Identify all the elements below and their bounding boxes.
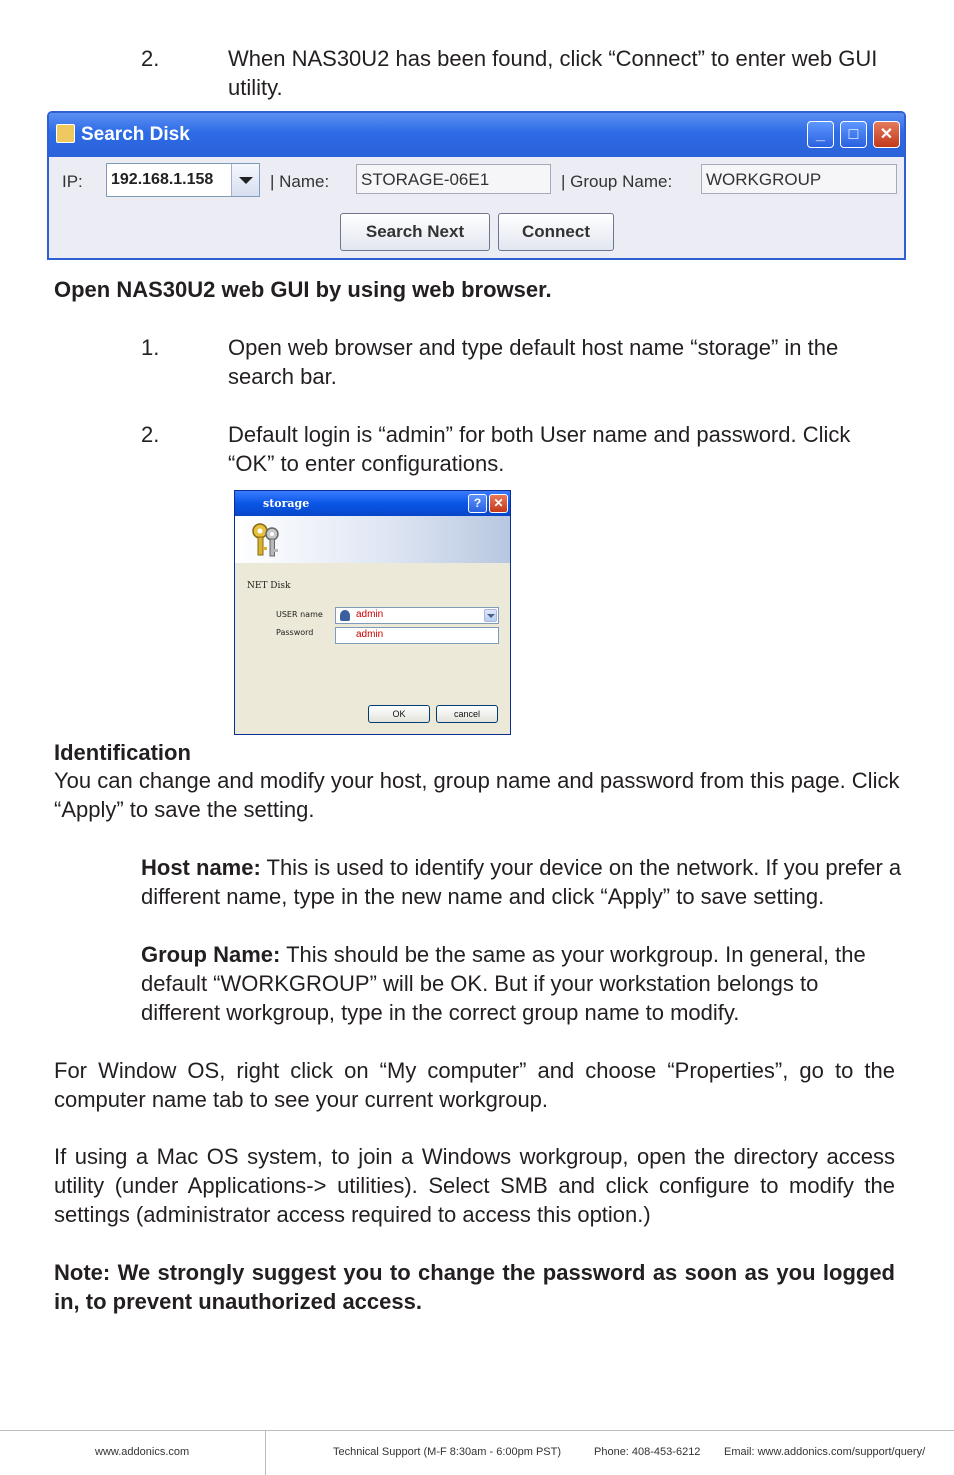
login-title: storage bbox=[263, 497, 310, 510]
name-label: | Name: bbox=[270, 172, 330, 191]
search-disk-titlebar bbox=[49, 113, 904, 157]
step-text: Default login is “admin” for both User name and password. Click “OK” to enter configurations. bbox=[228, 422, 851, 476]
help-button[interactable]: ? bbox=[468, 494, 487, 513]
minimize-button[interactable]: _ bbox=[807, 121, 834, 148]
close-button[interactable]: ✕ bbox=[489, 494, 508, 513]
maximize-button[interactable]: □ bbox=[840, 121, 867, 148]
footer-divider bbox=[0, 1430, 954, 1431]
app-icon bbox=[56, 124, 75, 143]
host-name-paragraph bbox=[141, 853, 916, 911]
group-name-paragraph bbox=[141, 940, 901, 1027]
user-name-value: admin bbox=[356, 609, 384, 620]
connect-button[interactable]: Connect bbox=[498, 213, 614, 251]
group-name-label: Group Name: bbox=[141, 942, 281, 967]
search-next-button[interactable]: Search Next bbox=[340, 213, 490, 251]
name-field: STORAGE-06E1 bbox=[356, 164, 551, 194]
password-value: admin bbox=[356, 629, 384, 640]
section-heading: Open NAS30U2 web GUI by using web browser. bbox=[54, 277, 552, 302]
group-name-label: | Group Name: bbox=[561, 172, 673, 191]
close-button[interactable]: ✕ bbox=[873, 121, 900, 148]
step-text: When NAS30U2 has been found, click “Connect” to enter web GUI utility. bbox=[228, 46, 878, 100]
login-titlebar bbox=[235, 491, 510, 516]
login-dialog bbox=[234, 490, 511, 735]
window-title: Search Disk bbox=[81, 124, 190, 145]
ok-button[interactable]: OK bbox=[368, 705, 430, 723]
cancel-button[interactable]: cancel bbox=[436, 705, 498, 723]
footer-email[interactable]: Email: www.addonics.com/support/query/ bbox=[724, 1446, 926, 1458]
step-number: 1. bbox=[141, 335, 160, 360]
ip-value: 192.168.1.158 bbox=[111, 171, 214, 188]
search-disk-window bbox=[47, 111, 906, 260]
chevron-down-icon[interactable] bbox=[484, 609, 497, 622]
windows-paragraph: For Window OS, right click on “My computer” and choose “Properties”, go to the computer name tab to see your current workgroup. bbox=[54, 1058, 895, 1112]
identification-intro: You can change and modify your host, group name and password from this page. Click “Apply” to save the setting. bbox=[54, 768, 900, 822]
footer-phone: Phone: 408-453-6212 bbox=[594, 1446, 701, 1458]
user-name-label: USER name bbox=[276, 610, 323, 619]
site-name: NET Disk bbox=[247, 581, 291, 591]
group-name-field: WORKGROUP bbox=[701, 164, 897, 194]
host-name-label: Host name: bbox=[141, 855, 261, 880]
identification-heading: Identification bbox=[54, 740, 191, 765]
password-input[interactable] bbox=[335, 627, 499, 644]
password-label: Password bbox=[276, 628, 314, 637]
mac-paragraph: If using a Mac OS system, to join a Windows workgroup, open the directory access utility (under Applications-> utilities). Select SMB and click configure to modify the settings (administrator access required to access this option.) bbox=[54, 1144, 895, 1227]
footer-separator bbox=[265, 1430, 266, 1475]
ip-label: IP: bbox=[62, 172, 83, 191]
step-number: 2. bbox=[141, 46, 160, 71]
login-banner bbox=[235, 516, 510, 563]
step-number: 2. bbox=[141, 422, 160, 447]
user-icon bbox=[340, 610, 350, 621]
host-name-text: This is used to identify your device on the network. If you prefer a different name, type in the new name and click “Apply” to save setting. bbox=[141, 855, 902, 909]
group-name-text: This should be the same as your workgroup. In general, the default “WORKGROUP” will be OK. But if your workstation belongs to different workgroup, type in the correct group name to modify. bbox=[141, 942, 866, 1025]
step-text: Open web browser and type default host name “storage” in the search bar. bbox=[228, 335, 839, 389]
user-name-input[interactable] bbox=[335, 607, 499, 624]
footer-website[interactable]: www.addonics.com bbox=[95, 1446, 190, 1458]
keys-icon bbox=[249, 521, 285, 559]
chevron-down-icon[interactable] bbox=[231, 164, 259, 196]
note-paragraph: Note: We strongly suggest you to change the password as soon as you logged in, to prevent unauthorized access. bbox=[54, 1260, 895, 1314]
footer-support: Technical Support (M-F 8:30am - 6:00pm PST) bbox=[333, 1446, 562, 1458]
